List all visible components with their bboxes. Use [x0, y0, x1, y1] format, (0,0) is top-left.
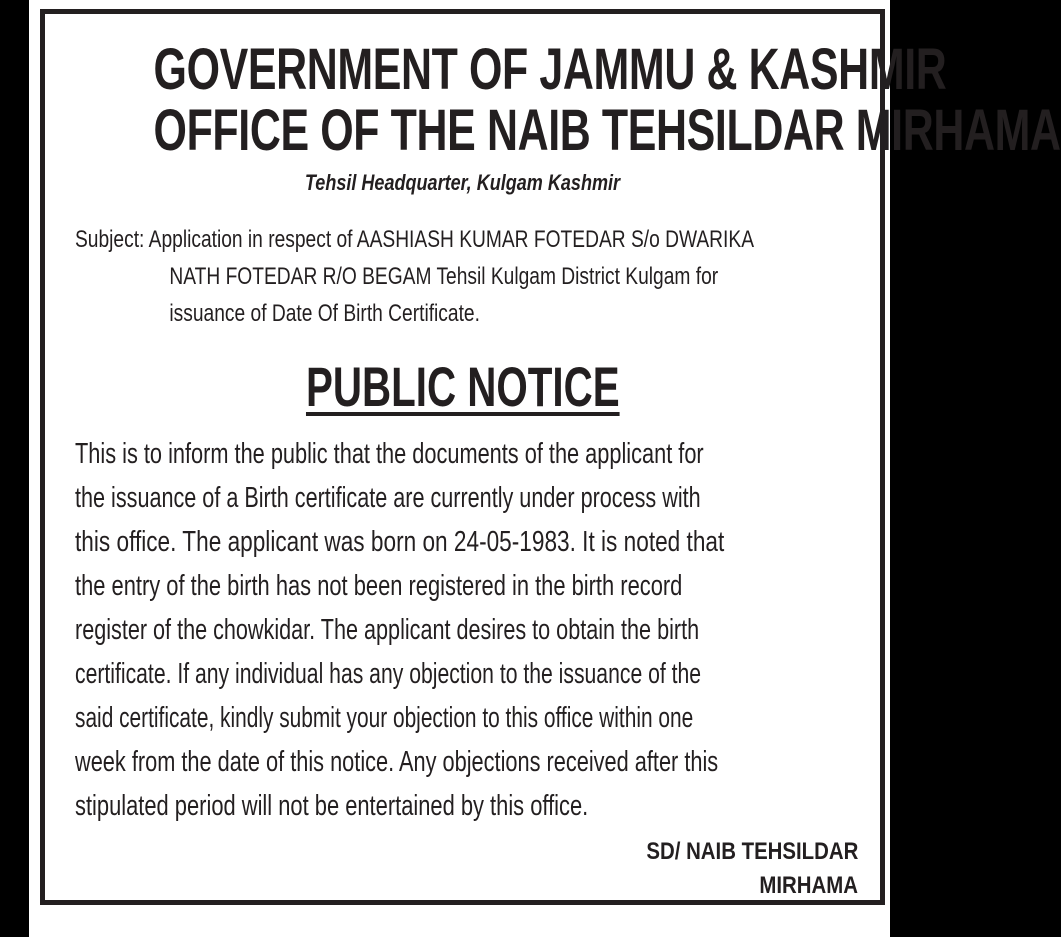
notice-heading: PUBLIC NOTICE [305, 355, 620, 418]
header-address: Tehsil Headquarter, Kulgam Kashmir [304, 170, 621, 195]
notice-frame [40, 9, 1061, 905]
subject-label: Subject: [75, 226, 145, 253]
header-government-title: GOVERNMENT OF JAMMU & KASHMIR [153, 37, 947, 102]
signature-title: SD/ NAIB TEHSILDAR [646, 838, 858, 865]
header-office-title: OFFICE OF THE NAIB TEHSILDAR MIRHAMA [153, 98, 1061, 163]
notice-line-3: this office. The applicant was born on 24-05-1983. It is noted that [75, 526, 725, 558]
notice-line-5: register of the chowkidar. The applicant desires to obtain the birth [75, 614, 700, 646]
notice-line-9: stipulated period will not be entertained by this office. [75, 790, 589, 822]
subject-block [75, 221, 865, 332]
notice-line-2: the issuance of a Birth certificate are currently under process with [75, 482, 701, 514]
notice-line-1: This is to inform the public that the documents of the applicant for [75, 438, 704, 470]
subject-line-3: issuance of Date Of Birth Certificate. [169, 300, 480, 327]
notice-line-8: week from the date of this notice. Any objections received after this [75, 746, 719, 778]
signature-place: MIRHAMA [759, 872, 858, 899]
notice-line-7: said certificate, kindly submit your objection to this office within one [75, 702, 694, 734]
subject-line-1: Subject: Application in respect of AASHIASH KUMAR FOTEDAR S/o DWARIKA [75, 226, 754, 253]
subject-line-2: NATH FOTEDAR R/O BEGAM Tehsil Kulgam District Kulgam for [169, 263, 719, 290]
notice-line-4: the entry of the birth has not been registered in the birth record [75, 570, 683, 602]
notice-line-6: certificate. If any individual has any objection to the issuance of the [75, 658, 702, 690]
notice-body [75, 432, 875, 828]
